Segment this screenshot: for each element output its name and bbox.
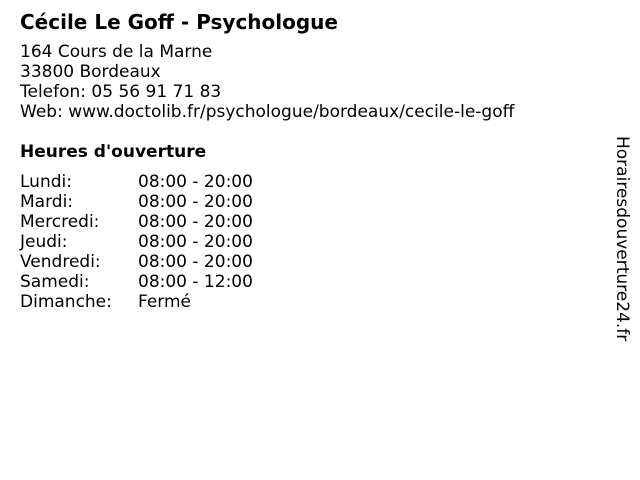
day-hours: 08:00 - 12:00 [138, 272, 253, 292]
day-label: Dimanche: [20, 292, 112, 312]
business-name: Cécile Le Goff - Psychologue [20, 10, 338, 34]
day-label: Mercredi: [20, 212, 100, 232]
day-hours: Fermé [138, 292, 192, 312]
hours-row-wednesday [20, 212, 600, 232]
day-hours: 08:00 - 20:00 [138, 172, 253, 192]
hours-title: Heures d'ouverture [20, 142, 207, 162]
day-hours: 08:00 - 20:00 [138, 192, 253, 212]
hours-row-thursday [20, 232, 600, 252]
site-watermark: Horairesdouverture24.fr [612, 136, 632, 342]
address-line-2: 33800 Bordeaux [20, 62, 161, 82]
website: Web: www.doctolib.fr/psychologue/bordeaux/cecile-le-goff [20, 102, 515, 122]
day-label: Vendredi: [20, 252, 101, 272]
day-label: Samedi: [20, 272, 90, 292]
address-line-1: 164 Cours de la Marne [20, 42, 213, 62]
day-label: Jeudi: [20, 232, 68, 252]
hours-row-monday [20, 172, 600, 192]
day-hours: 08:00 - 20:00 [138, 212, 253, 232]
day-label: Mardi: [20, 192, 74, 212]
hours-row-saturday [20, 272, 600, 292]
day-hours: 08:00 - 20:00 [138, 252, 253, 272]
hours-row-friday [20, 252, 600, 272]
hours-row-sunday [20, 292, 600, 312]
hours-row-tuesday [20, 192, 600, 212]
business-card [20, 10, 600, 312]
day-hours: 08:00 - 20:00 [138, 232, 253, 252]
day-label: Lundi: [20, 172, 72, 192]
hours-table [20, 172, 600, 312]
phone-number: Telefon: 05 56 91 71 83 [20, 82, 222, 102]
